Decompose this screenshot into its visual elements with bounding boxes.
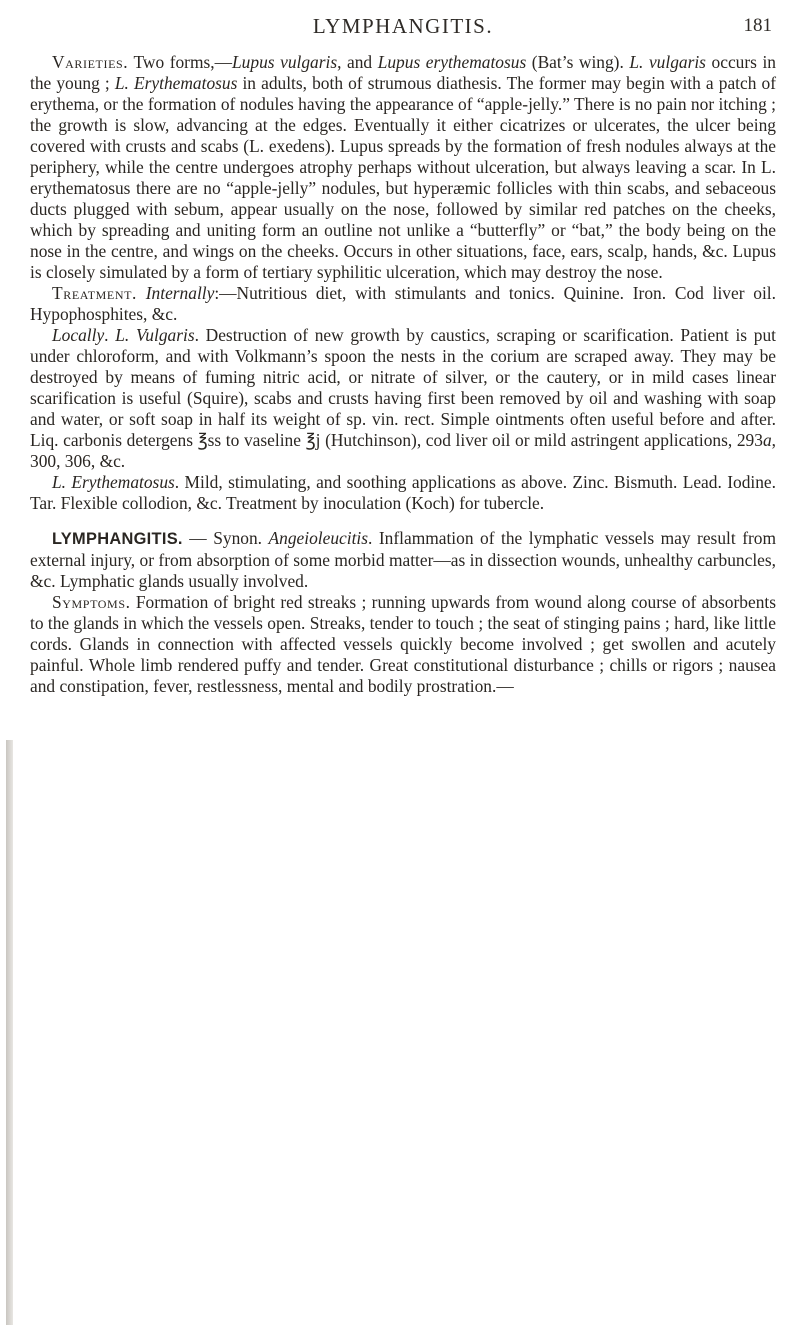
body-text [30, 52, 776, 697]
text-run: :—Nutritious diet, with stimulants and tonics. Quinine. Iron. Cod liver oil. Hypophosphites, &c. [30, 283, 776, 324]
section-label: Treatment. [52, 283, 137, 303]
text-run: , 300, 306, &c. [30, 430, 776, 471]
paragraph-treatment [30, 283, 776, 325]
text-run: . Inflammation of the lymphatic vessels may result from external injury, or from absorption of some morbid matter—as in dissection wounds, unhealthy carbuncles, &c. Lymphatic glands usually involved. [30, 528, 777, 591]
text-run: in adults, both of strumous diathesis. The former may begin with a patch of erythema, or the formation of nodules having the appearance of “apple-jelly.” There is no pain nor itching ; the growth is slow, advancing at the edges. Eventually it either cicatrizes or ulcerates, the ulcer being covered with crusts and scabs (L. exedens). Lupus spreads by the formation of fresh nodules always at the periphery, while the centre undergoes atrophy perhaps without ulceration, but always leaving a scar. In L. erythematosus there are no “apple-jelly” nodules, but hyperæmic follicles with thin scabs, and sebaceous ducts plugged with sebum, appear usually on the nose, followed by similar red patches on the cheeks, which by spreading and uniting form an outline not unlike a “butterfly” or “bat,” the body being on the nose in the centre, and wings on the cheeks. Occurs in other situations, face, ears, scalp, hands, &c. Lupus is closely simulated by a form of tertiary syphilitic ulceration, which may destroy the nose. [30, 73, 776, 282]
running-head [30, 14, 776, 44]
italic-term: L. Erythematosus [52, 472, 175, 492]
text-run: . [104, 325, 116, 345]
italic-term: L. Erythematosus [114, 73, 238, 93]
text-run: (Bat’s wing). [526, 52, 630, 72]
text-run: . Destruction of new growth by caustics, scraping or scarification. Patient is put under chloroform, and with Volkmann’s spoon the nests in the corium are scraped away. They may be destroyed by means of fuming nitric acid, or nitrate of silver, or the cautery, or in mild cases linear scarification is useful (Squire), scabs and crusts having first been removed by oil and washing with soap and water, or soft soap in half its weight of sp. vin. rect. Simple ointments often useful before and after. Liq. carbonis detergens ℥ss to vaseline ℥j (Hutchinson), cod liver oil or mild astringent applications, 293 [30, 325, 776, 450]
italic-term: L. Vulgaris [115, 325, 195, 345]
page-number: 181 [743, 15, 772, 36]
page-binding-shadow [6, 740, 13, 1325]
italic-term: Locally [52, 325, 105, 345]
italic-term: L. vulgaris [629, 52, 706, 72]
text-run [137, 283, 146, 303]
book-page [30, 14, 776, 1324]
text-run: . Mild, stimulating, and soothing applications as above. Zinc. Bismuth. Lead. Iodine. Tar. Flexible collodion, &c. Treatment by inoculation (Koch) for tubercle. [30, 472, 776, 513]
text-run: , and [337, 52, 378, 72]
entry-headword: LYMPHANGITIS. [52, 530, 183, 548]
italic-term: a [762, 430, 772, 450]
running-title: LYMPHANGITIS. [312, 14, 494, 38]
section-label: Varieties. [52, 52, 129, 72]
text-run: — Synon. [182, 528, 269, 548]
text-run: Two forms,— [128, 52, 233, 72]
text-run: Formation of bright red streaks ; running upwards from wound along course of absorbents to the glands in which the vessels open. Streaks, tender to touch ; the seat of stinging pains ; hard, like little cords. Glands in connection with affected vessels quickly become involved ; get swollen and acutely painful. Whole limb rendered puffy and tender. Great constitutional disturbance ; chills or rigors ; nausea and constipation, fever, restlessness, mental and bodily prostration.— [30, 592, 776, 696]
paragraph-symptoms [30, 592, 776, 697]
entry-lymphangitis [30, 528, 776, 592]
italic-term: Angeioleucitis [268, 528, 369, 548]
paragraph-locally [30, 325, 776, 472]
italic-term: Lupus vulgaris [232, 52, 338, 72]
italic-term: Internally [145, 283, 215, 303]
text-run: occurs in the young ; [30, 52, 776, 93]
paragraph-varieties [30, 52, 776, 283]
paragraph-erythematosus [30, 472, 776, 514]
section-label: Symptoms. [52, 592, 131, 612]
italic-term: Lupus erythematosus [377, 52, 527, 72]
